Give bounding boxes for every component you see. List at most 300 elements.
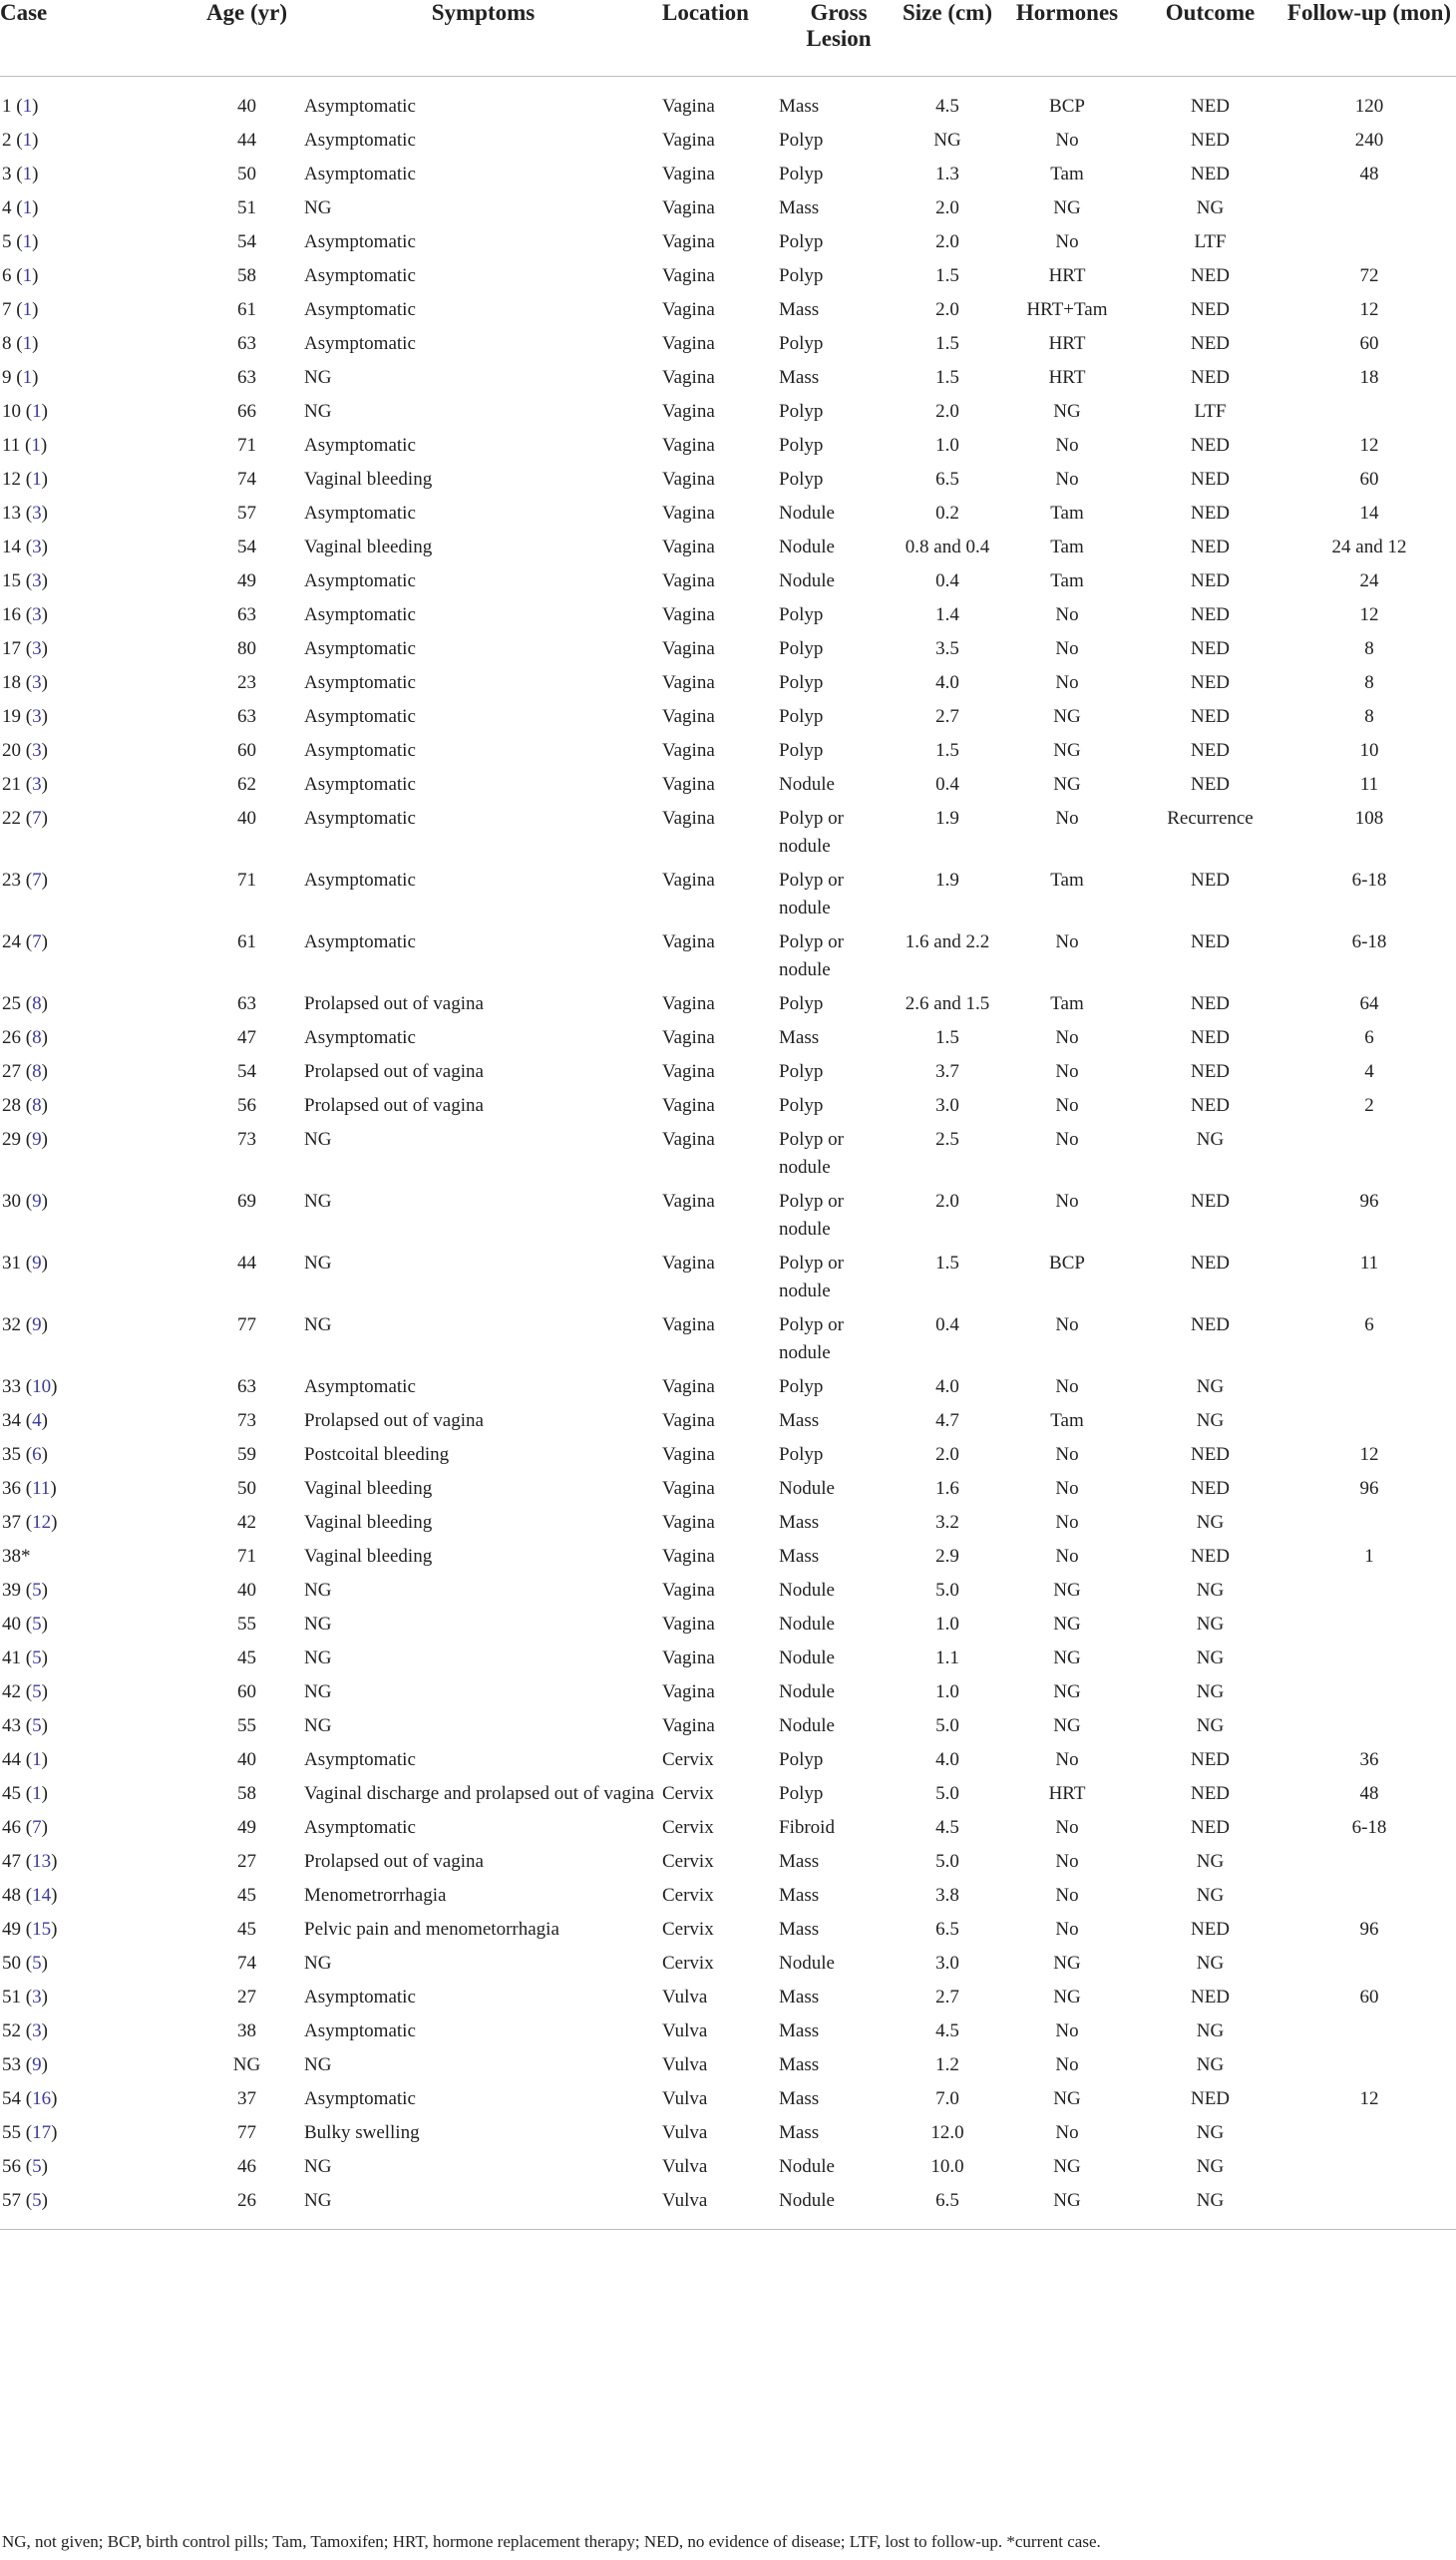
symptoms-cell: Menometrorrhagia <box>304 1885 447 1906</box>
age-cell: 40 <box>237 1580 256 1601</box>
reference-link[interactable]: 16 <box>32 2088 52 2109</box>
outcome-cell: NG <box>1196 2190 1225 2211</box>
hormones-cell: NG <box>1053 401 1081 422</box>
reference-link[interactable]: 1 <box>32 401 42 422</box>
reference-link[interactable]: 3 <box>32 706 42 727</box>
gross-lesion-cell: Mass <box>779 1987 820 2008</box>
size-cell: 2.0 <box>935 1191 959 1212</box>
symptoms-cell: NG <box>304 1314 332 1335</box>
follow-up-cell <box>1282 1607 1456 1641</box>
header-symptoms: Symptoms <box>304 0 662 77</box>
location-cell: Vagina <box>662 469 715 490</box>
case-cell <box>0 1020 189 1054</box>
symptoms-cell: Vaginal bleeding <box>304 469 433 490</box>
symptoms-cell: Vaginal bleeding <box>304 1478 433 1499</box>
hormones-cell: NG <box>1053 1580 1081 1601</box>
size-cell: NG <box>933 130 961 151</box>
case-close-paren: ) <box>32 333 39 354</box>
case-cell <box>0 699 189 733</box>
case-cell <box>0 157 189 190</box>
hormones-cell: No <box>1055 1546 1079 1567</box>
case-close-paren: ) <box>41 2156 48 2177</box>
location-cell: Vagina <box>662 1478 715 1499</box>
reference-link[interactable]: 1 <box>22 265 33 286</box>
symptoms-cell: NG <box>304 1614 332 1635</box>
symptoms-cell: Asymptomatic <box>304 1376 416 1397</box>
table-row <box>0 157 1456 190</box>
size-cell: 5.0 <box>935 1851 959 1872</box>
size-cell: 1.5 <box>935 1253 959 1274</box>
case-number: 13 ( <box>2 503 33 524</box>
case-number: 3 ( <box>2 164 23 184</box>
reference-link[interactable]: 13 <box>32 1851 52 1872</box>
reference-link[interactable]: 3 <box>32 604 42 625</box>
table-row <box>0 2183 1456 2230</box>
reference-link[interactable]: 3 <box>32 570 42 591</box>
hormones-cell: No <box>1055 231 1079 252</box>
reference-link[interactable]: 9 <box>32 1129 42 1150</box>
follow-up-cell: 8 <box>1364 706 1374 727</box>
table-row <box>0 1946 1456 1980</box>
case-cell <box>0 1573 189 1607</box>
table-row <box>0 2081 1456 2115</box>
case-number: 34 ( <box>2 1410 33 1431</box>
reference-link[interactable]: 6 <box>32 1444 42 1465</box>
follow-up-cell: 24 and 12 <box>1331 537 1407 557</box>
case-number: 17 ( <box>2 638 33 659</box>
size-cell: 2.6 and 1.5 <box>905 993 990 1014</box>
case-cell <box>0 1878 189 1912</box>
symptoms-cell: NG <box>304 1647 332 1668</box>
hormones-cell: No <box>1055 1191 1079 1212</box>
reference-link[interactable]: 3 <box>32 1987 42 2008</box>
case-number: 7 ( <box>2 299 23 320</box>
hormones-cell: No <box>1055 2054 1079 2075</box>
symptoms-cell: Vaginal bleeding <box>304 1512 433 1533</box>
gross-lesion-cell: Polyp <box>779 164 824 184</box>
follow-up-cell: 36 <box>1359 1749 1379 1770</box>
reference-link[interactable]: 1 <box>32 469 42 490</box>
reference-link[interactable]: 1 <box>22 333 33 354</box>
case-close-paren: ) <box>41 993 48 1014</box>
age-cell: 77 <box>237 2122 256 2143</box>
size-cell: 6.5 <box>935 2190 959 2211</box>
reference-link[interactable]: 3 <box>32 2020 42 2041</box>
size-cell: 2.0 <box>935 1444 959 1465</box>
case-cell <box>0 665 189 699</box>
reference-link[interactable]: 3 <box>32 537 42 557</box>
reference-link[interactable]: 9 <box>32 1314 42 1335</box>
gross-lesion-cell: Polyp <box>779 1376 824 1397</box>
reference-link[interactable]: 9 <box>32 1253 42 1274</box>
symptoms-cell: Asymptomatic <box>304 1987 416 2008</box>
reference-link[interactable]: 5 <box>32 1953 42 1974</box>
hormones-cell: No <box>1055 931 1079 952</box>
symptoms-cell: NG <box>304 1580 332 1601</box>
gross-lesion-cell: Polyp <box>779 604 824 625</box>
reference-link[interactable]: 17 <box>32 2122 52 2143</box>
symptoms-cell: Asymptomatic <box>304 672 416 693</box>
table-row <box>0 530 1456 563</box>
outcome-cell: NED <box>1190 706 1231 727</box>
location-cell: Vagina <box>662 672 715 693</box>
outcome-cell: NED <box>1190 638 1231 659</box>
reference-link[interactable]: 1 <box>22 197 33 218</box>
age-cell: 61 <box>237 931 256 952</box>
case-close-paren: ) <box>41 1953 48 1974</box>
size-cell: 4.5 <box>935 2020 959 2041</box>
age-cell: 56 <box>237 1095 256 1116</box>
symptoms-cell: NG <box>304 197 332 218</box>
case-cell <box>0 462 189 496</box>
reference-link[interactable]: 7 <box>32 808 42 829</box>
gross-lesion-cell: Mass <box>779 2054 820 2075</box>
case-cell <box>0 224 189 258</box>
gross-lesion-cell: Nodule <box>779 2190 835 2211</box>
case-close-paren: ) <box>41 570 48 591</box>
symptoms-cell: Asymptomatic <box>304 2088 416 2109</box>
symptoms-cell: NG <box>304 1191 332 1212</box>
symptoms-cell: Asymptomatic <box>304 870 416 891</box>
hormones-cell: No <box>1055 2020 1079 2041</box>
reference-link[interactable]: 3 <box>32 774 42 795</box>
reference-link[interactable]: 11 <box>32 1478 51 1499</box>
symptoms-cell: Asymptomatic <box>304 931 416 952</box>
size-cell: 2.9 <box>935 1546 959 1567</box>
case-close-paren: ) <box>51 1851 58 1872</box>
age-cell: 54 <box>237 1061 256 1082</box>
gross-lesion-cell: Polyp <box>779 1061 824 1082</box>
gross-lesion-cell: Polyp or nodule <box>779 870 844 918</box>
reference-link[interactable]: 5 <box>32 1647 42 1668</box>
reference-link[interactable]: 1 <box>32 1783 42 1804</box>
table-row <box>0 1246 1456 1307</box>
case-number: 49 ( <box>2 1919 33 1940</box>
case-number: 5 ( <box>2 231 23 252</box>
gross-lesion-cell: Mass <box>779 1919 820 1940</box>
outcome-cell: NG <box>1196 1885 1225 1906</box>
gross-lesion-cell: Polyp or nodule <box>779 1314 844 1363</box>
size-cell: 2.0 <box>935 401 959 422</box>
case-close-paren: ) <box>41 2054 48 2075</box>
table-row <box>0 1878 1456 1912</box>
reference-link[interactable]: 1 <box>22 299 33 320</box>
age-cell: 40 <box>237 1749 256 1770</box>
gross-lesion-cell: Nodule <box>779 1681 835 1702</box>
age-cell: 27 <box>237 1851 256 1872</box>
reference-link[interactable]: 8 <box>32 1027 42 1048</box>
case-number: 46 ( <box>2 1817 33 1838</box>
reference-link[interactable]: 1 <box>31 435 41 456</box>
case-number: 4 ( <box>2 197 23 218</box>
table-row <box>0 1912 1456 1946</box>
age-cell: 44 <box>237 1253 256 1274</box>
case-cell <box>0 496 189 530</box>
follow-up-cell: 6-18 <box>1351 1817 1387 1838</box>
gross-lesion-cell: Polyp <box>779 401 824 422</box>
size-cell: 0.2 <box>935 503 959 524</box>
case-cell <box>0 394 189 428</box>
outcome-cell: NED <box>1190 1817 1231 1838</box>
case-close-paren: ) <box>41 672 48 693</box>
header-age: Age (yr) <box>189 0 304 77</box>
outcome-cell: NED <box>1190 740 1231 761</box>
case-number: 27 ( <box>2 1061 33 1082</box>
symptoms-cell: Pelvic pain and menometorrhagia <box>304 1919 559 1940</box>
case-number: 54 ( <box>2 2088 33 2109</box>
reference-link[interactable]: 8 <box>32 1061 42 1082</box>
follow-up-cell: 4 <box>1364 1061 1374 1082</box>
table-body <box>0 77 1456 2230</box>
follow-up-cell: 6-18 <box>1351 870 1387 891</box>
age-cell: 54 <box>237 231 256 252</box>
table-row <box>0 428 1456 462</box>
reference-link[interactable]: 7 <box>32 870 42 891</box>
outcome-cell: NG <box>1196 1851 1225 1872</box>
follow-up-cell: 10 <box>1359 740 1379 761</box>
case-cell <box>0 1437 189 1471</box>
gross-lesion-cell: Polyp <box>779 1783 824 1804</box>
symptoms-cell: Asymptomatic <box>304 638 416 659</box>
table-row <box>0 1471 1456 1505</box>
location-cell: Vagina <box>662 870 715 891</box>
case-close-paren: ) <box>32 130 39 151</box>
location-cell: Vagina <box>662 367 715 388</box>
reference-link[interactable]: 5 <box>32 1681 42 1702</box>
hormones-cell: No <box>1055 1314 1079 1335</box>
reference-link[interactable]: 5 <box>32 2156 42 2177</box>
size-cell: 1.3 <box>935 164 959 184</box>
reference-link[interactable]: 3 <box>32 503 42 524</box>
size-cell: 12.0 <box>930 2122 964 2143</box>
size-cell: 1.6 and 2.2 <box>905 931 990 952</box>
reference-link[interactable]: 7 <box>32 1817 42 1838</box>
reference-link[interactable]: 15 <box>32 1919 52 1940</box>
age-cell: 66 <box>237 401 256 422</box>
size-cell: 5.0 <box>935 1580 959 1601</box>
reference-link[interactable]: 1 <box>32 1749 42 1770</box>
reference-link[interactable]: 8 <box>32 1095 42 1116</box>
case-close-paren: ) <box>41 1817 48 1838</box>
reference-link[interactable]: 1 <box>22 367 33 388</box>
outcome-cell: NG <box>1196 1512 1225 1533</box>
case-cell <box>0 767 189 801</box>
location-cell: Cervix <box>662 1783 714 1804</box>
case-number: 8 ( <box>2 333 23 354</box>
case-close-paren: ) <box>32 164 39 184</box>
reference-link[interactable]: 5 <box>32 1580 42 1601</box>
reference-link[interactable]: 1 <box>22 231 33 252</box>
table-row <box>0 2115 1456 2149</box>
reference-link[interactable]: 3 <box>32 740 42 761</box>
case-number: 36 ( <box>2 1478 33 1499</box>
case-number: 43 ( <box>2 1715 33 1736</box>
age-cell: 47 <box>237 1027 256 1048</box>
table-row <box>0 1184 1456 1246</box>
case-close-paren: ) <box>41 1095 48 1116</box>
location-cell: Vagina <box>662 1444 715 1465</box>
reference-link[interactable]: 3 <box>32 638 42 659</box>
follow-up-cell: 12 <box>1359 2088 1379 2109</box>
follow-up-cell <box>1282 1505 1456 1539</box>
follow-up-cell: 1 <box>1364 1546 1374 1567</box>
size-cell: 7.0 <box>935 2088 959 2109</box>
case-close-paren: ) <box>41 1129 48 1150</box>
reference-link[interactable]: 5 <box>32 1614 42 1635</box>
hormones-cell: No <box>1055 1749 1079 1770</box>
gross-lesion-cell: Polyp <box>779 130 824 151</box>
case-number: 56 ( <box>2 2156 33 2177</box>
age-cell: 51 <box>237 197 256 218</box>
follow-up-cell: 240 <box>1354 130 1384 151</box>
reference-link[interactable]: 10 <box>32 1376 52 1397</box>
size-cell: 4.0 <box>935 1749 959 1770</box>
size-cell: 2.0 <box>935 231 959 252</box>
reference-link[interactable]: 4 <box>32 1410 42 1431</box>
case-number: 24 ( <box>2 931 33 952</box>
reference-link[interactable]: 14 <box>32 1885 52 1906</box>
hormones-cell: NG <box>1053 2156 1081 2177</box>
case-number: 52 ( <box>2 2020 33 2041</box>
age-cell: 71 <box>237 435 256 456</box>
hormones-cell: No <box>1055 1919 1079 1940</box>
follow-up-cell: 96 <box>1359 1191 1379 1212</box>
age-cell: 60 <box>237 740 256 761</box>
case-number: 19 ( <box>2 706 33 727</box>
outcome-cell: NED <box>1190 164 1231 184</box>
location-cell: Vagina <box>662 1027 715 1048</box>
location-cell: Cervix <box>662 1749 714 1770</box>
case-close-paren: ) <box>41 638 48 659</box>
symptoms-cell: NG <box>304 401 332 422</box>
location-cell: Vagina <box>662 1314 715 1335</box>
table-row <box>0 1674 1456 1708</box>
table-row <box>0 1742 1456 1776</box>
outcome-cell: NED <box>1190 469 1231 490</box>
outcome-cell: NG <box>1196 197 1225 218</box>
location-cell: Vagina <box>662 435 715 456</box>
hormones-cell: No <box>1055 469 1079 490</box>
gross-lesion-cell: Nodule <box>779 1580 835 1601</box>
case-close-paren: ) <box>41 931 48 952</box>
outcome-cell: NED <box>1190 503 1231 524</box>
outcome-cell: NED <box>1190 367 1231 388</box>
follow-up-cell <box>1282 2183 1456 2230</box>
hormones-cell: Tam <box>1050 1410 1084 1431</box>
location-cell: Vagina <box>662 1191 715 1212</box>
location-cell: Cervix <box>662 1885 714 1906</box>
table-row <box>0 462 1456 496</box>
location-cell: Vagina <box>662 1512 715 1533</box>
case-number: 16 ( <box>2 604 33 625</box>
case-close-paren: ) <box>41 870 48 891</box>
gross-lesion-cell: Mass <box>779 2020 820 2041</box>
size-cell: 1.0 <box>935 1614 959 1635</box>
case-close-paren: ) <box>41 469 48 490</box>
case-cell <box>0 1088 189 1122</box>
follow-up-cell: 60 <box>1359 469 1379 490</box>
gross-lesion-cell: Polyp <box>779 638 824 659</box>
table-row <box>0 394 1456 428</box>
case-close-paren: ) <box>41 1314 48 1335</box>
hormones-cell: NG <box>1053 1647 1081 1668</box>
case-close-paren: ) <box>32 197 39 218</box>
table-row <box>0 1088 1456 1122</box>
location-cell: Vagina <box>662 197 715 218</box>
case-cell <box>0 1708 189 1742</box>
reference-link[interactable]: 5 <box>32 1715 42 1736</box>
symptoms-cell: NG <box>304 2156 332 2177</box>
reference-link[interactable]: 1 <box>22 130 33 151</box>
hormones-cell: No <box>1055 808 1079 829</box>
reference-link[interactable]: 9 <box>32 2054 42 2075</box>
age-cell: 74 <box>237 1953 256 1974</box>
case-cell <box>0 1776 189 1810</box>
symptoms-cell: NG <box>304 1681 332 1702</box>
reference-link[interactable]: 7 <box>32 931 42 952</box>
symptoms-cell: Asymptomatic <box>304 774 416 795</box>
case-cell <box>0 986 189 1020</box>
reference-link[interactable]: 1 <box>22 96 33 117</box>
case-cell <box>0 2149 189 2183</box>
follow-up-cell: 60 <box>1359 1987 1379 2008</box>
age-cell: 50 <box>237 164 256 184</box>
reference-link[interactable]: 8 <box>32 993 42 1014</box>
case-number: 22 ( <box>2 808 33 829</box>
table-row <box>0 924 1456 986</box>
age-cell: 63 <box>237 333 256 354</box>
size-cell: 3.5 <box>935 638 959 659</box>
table-row <box>0 224 1456 258</box>
table-row <box>0 1403 1456 1437</box>
reference-link[interactable]: 1 <box>22 164 33 184</box>
outcome-cell: NED <box>1190 265 1231 286</box>
reference-link[interactable]: 12 <box>32 1512 52 1533</box>
reference-link[interactable]: 5 <box>32 2190 42 2211</box>
reference-link[interactable]: 3 <box>32 672 42 693</box>
size-cell: 0.4 <box>935 774 959 795</box>
case-close-paren: ) <box>32 96 39 117</box>
symptoms-cell: Prolapsed out of vagina <box>304 1851 484 1872</box>
location-cell: Vagina <box>662 130 715 151</box>
outcome-cell: NG <box>1196 1715 1225 1736</box>
size-cell: 6.5 <box>935 469 959 490</box>
outcome-cell: LTF <box>1194 401 1227 422</box>
case-cell <box>0 1742 189 1776</box>
follow-up-cell: 12 <box>1359 604 1379 625</box>
table-row <box>0 1776 1456 1810</box>
gross-lesion-cell: Polyp <box>779 435 824 456</box>
hormones-cell: No <box>1055 1478 1079 1499</box>
symptoms-cell: Vaginal bleeding <box>304 1546 433 1567</box>
reference-link[interactable]: 9 <box>32 1191 42 1212</box>
case-number: 20 ( <box>2 740 33 761</box>
age-cell: 74 <box>237 469 256 490</box>
table-row <box>0 1369 1456 1403</box>
location-cell: Vagina <box>662 706 715 727</box>
case-number: 37 ( <box>2 1512 33 1533</box>
location-cell: Vagina <box>662 1580 715 1601</box>
location-cell: Vagina <box>662 1253 715 1274</box>
symptoms-cell: Bulky swelling <box>304 2122 420 2143</box>
gross-lesion-cell: Mass <box>779 1027 820 1048</box>
case-cell <box>0 360 189 394</box>
gross-lesion-cell: Polyp <box>779 1444 824 1465</box>
age-cell: 71 <box>237 870 256 891</box>
age-cell: 58 <box>237 1783 256 1804</box>
gross-lesion-cell: Mass <box>779 2088 820 2109</box>
case-cell <box>0 2115 189 2149</box>
